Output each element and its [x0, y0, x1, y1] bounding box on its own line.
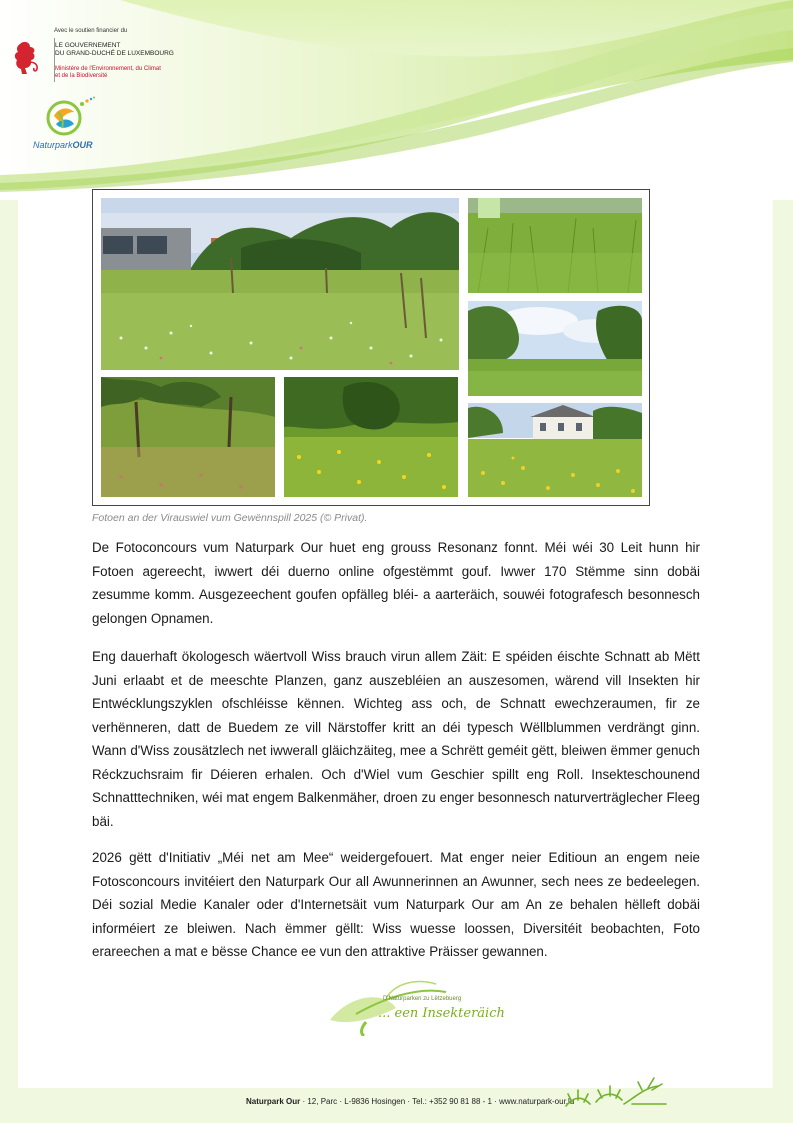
campaign-script-text: ... een Insekteräich	[378, 1006, 505, 1021]
gov-line-2: DU GRAND-DUCHÉ DE LUXEMBOURG	[55, 49, 174, 57]
paragraph-2: Eng dauerhaft ökologesch wäertvoll Wiss brauch virun allem Zäit: E spéiden éischte Schnatt ab Mëtt Juni erlaabt et de meeschte Planzen, ganz auszebléien an auszesomen, wärend vill Insekten hir Entwécklungszyklen ofschléisse kënnen. Wichteg ass och, de Schnatt ewechzeraumen, fir ze verhënneren, datt de Buedem ze vill Närstoffer kritt an déi typesch Wëllblummen verdrängt ginn. Wann d'Wiss zousätzlech net iwwerall gläichzäiteg, mee a Schrëtt geméit gëtt, bleiwen ëmmer genuch Réckzuchsraim fir Déieren erhalen. Och d'Wiel vum Geschier spillt eng Roll. Insekteschounend Schnatttechniken, wéi mat engem Balkenmäher, droen zu enger besonnesch naturverträglecher Fleeg bäi.	[92, 649, 700, 829]
government-name	[55, 42, 174, 58]
wordmark-prefix: Naturpark	[33, 140, 73, 150]
photo-garden-meadow	[284, 377, 458, 497]
paragraph-1: De Fotoconcours vum Naturpark Our huet eng grouss Resonanz fonnt. Méi wéi 30 Leit hunn hir Fotoen agereecht, iwwert déi duerno online ofgestëmmt gouf. Iwwer 170 Stëmme sinn dobäi zesumme komm. Ausgezeechent goufen opfälleg bléi- a aarteräich, souwéi fotografesch besonnesch gelongen Opnamen.	[92, 540, 700, 626]
ministry-name	[55, 66, 161, 80]
photo-wildflower-meadow-large	[101, 198, 459, 370]
photo-meadow-trees-sky	[468, 301, 642, 396]
footer-org: Naturpark Our	[246, 1097, 301, 1106]
gov-line-1: LE GOUVERNEMENT	[55, 42, 121, 49]
support-line: Avec le soutien financier du	[54, 28, 128, 34]
paragraph-3: 2026 gëtt d'Initiativ „Méi net am Mee“ weidergefouert. Mat enger neier Editioun an engem neie Fotosconcours invitéiert den Naturpark Our all Awunnerinnen an Awunner, sech nees ze bedeelegen. Déi sozial Medie Kanaler oder d'Internetsäit vum Naturpark Our am An ze behalen hëlleft dobäi informéiert ze bleiwen. Nach ëmmer gëllt: Wiss wuesse loossen, Diversitéit beobachten, Foto erareechen a mat e bësse Chance ee vun den attraktive Präisser gewannen.	[92, 850, 700, 959]
government-logo	[12, 28, 212, 88]
ministry-line-2: et de la Biodiversité	[55, 73, 108, 79]
ministry-line-1: Ministère de l'Environnement, du Climat	[55, 66, 161, 72]
wordmark-suffix: OUR	[72, 140, 93, 150]
photo-collage	[92, 189, 650, 506]
luxembourg-lion-icon	[12, 38, 40, 76]
footer-address: · 12, Parc · L-9836 Hosingen · Tel.: +352 90 81 88 - 1 · www.naturpark-our.lu	[300, 1097, 575, 1106]
photo-meadow-house	[468, 403, 642, 497]
footer-insects-icon	[562, 1076, 672, 1112]
photo-caption: Fotoen an der Virauswiel vum Gewënnspill 2025 (© Privat).	[92, 512, 368, 524]
naturpark-our-wordmark	[33, 140, 93, 150]
photo-orchard-meadow	[101, 377, 275, 497]
footer-contact	[246, 1097, 574, 1106]
campaign-small-text: D'Naturparken zu Lëtzebuerg	[383, 996, 462, 1002]
photo-tall-grass	[468, 198, 642, 293]
